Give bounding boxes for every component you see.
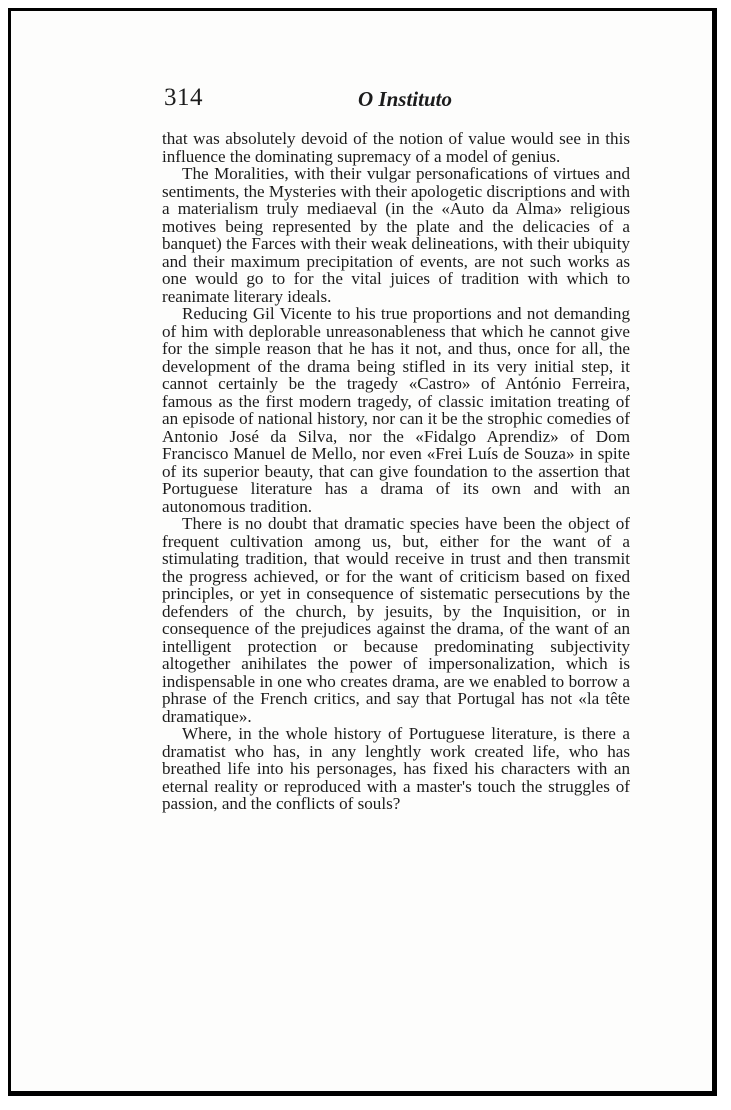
running-head [162,84,630,114]
paragraph-dramatic-species: There is no doubt that dramatic species have been the object of frequent cultivation among us, but, either for the want of a stimulating tradition, that would receive in trust and then transmit the progress achieved, or for the want of criticism based on fixed principles, or yet in consequence of sistematic persecutions by the defenders of the church, by jesuits, by the Inquisition, or in consequence of the prejudices against the drama, of the want of an intelligent protection or because predominating subjectivity altogether anihilates the power of impersonalization, which is indispensable in one who creates drama, are we enabled to borrow a phrase of the French critics, and say that Portugal has not «la tête dramatique». [162,514,630,726]
paragraph-closing-question: Where, in the whole history of Portuguese literature, is there a dramatist who has, in any lenghtly work created life, who has breathed life into his personages, has fixed his characters with an eternal reality or reproduced with a master's touch the struggles of passion, and the conflicts of souls? [162,724,630,813]
paragraph-continuation: that was absolutely devoid of the notion of value would see in this influence the dominating supremacy of a model of genius. [162,129,630,166]
body-text [162,130,630,813]
paragraph-gil-vicente: Reducing Gil Vicente to his true proportions and not demanding of him with deplorable unreasonableness that which he cannot give for the simple reason that he has it not, and thus, once for all, the development of the drama being stifled in its very initial step, it cannot certainly be the tragedy «Castro» of António Ferreira, famous as the first modern tragedy, of classic imitation treating of an episode of national history, nor can it be the strophic comedies of Antonio José da Silva, nor the «Fidalgo Aprendiz» of Dom Francisco Manuel de Mello, nor even «Frei Luís de Souza» in spite of its superior beauty, that can give foundation to the assertion that Portuguese literature has a drama of its own and with an autonomous tradition. [162,304,630,516]
paragraph-moralities: The Moralities, with their vulgar personafications of virtues and sentiments, the Mysteries with their apologetic discriptions and with a materialism truly mediaeval (in the «Auto da Alma» religious motives being represented by the plate and the delicacies of a banquet) the Farces with their weak delineations, with their ubiquity and their maximum precipitation of events, are not such works as one would go to for the vital juices of tradition with which to reanimate literary ideals. [162,164,630,306]
page-number: 314 [164,84,203,111]
journal-title: O Instituto [358,87,452,111]
